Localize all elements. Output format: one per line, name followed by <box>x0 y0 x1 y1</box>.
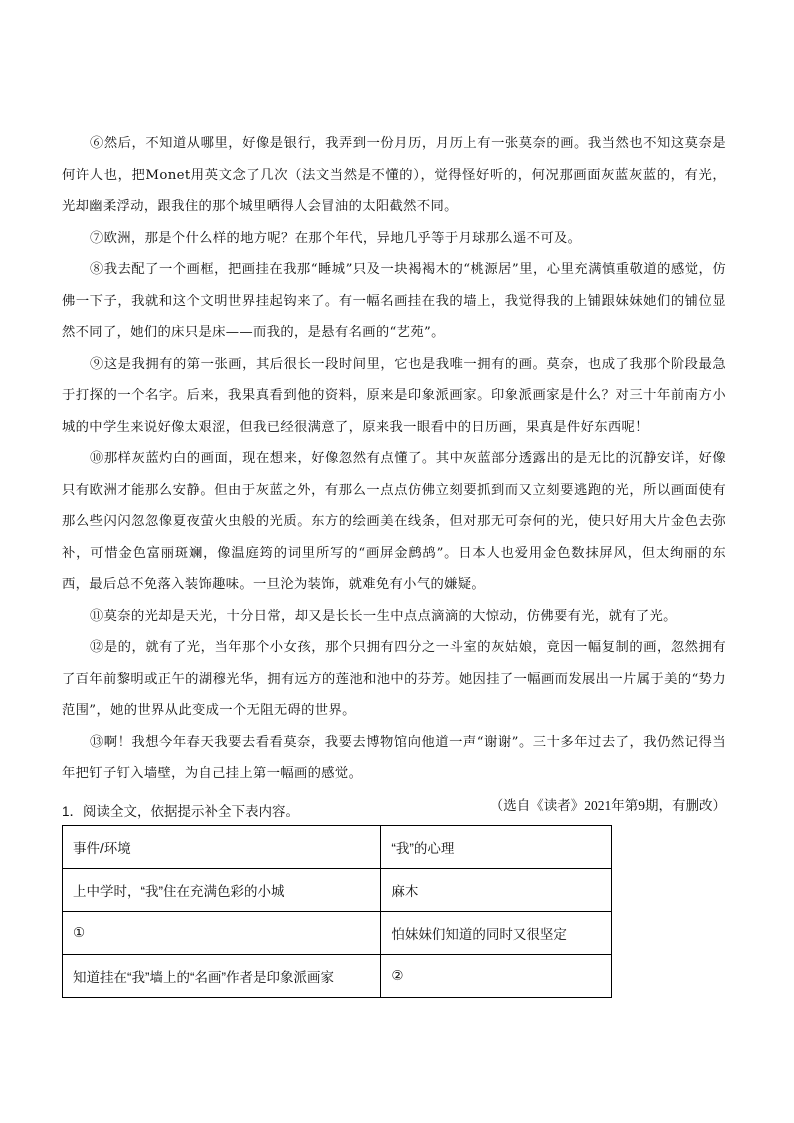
event-cell: 上中学时，“我”住在充满色彩的小城 <box>63 869 381 912</box>
table-row <box>63 955 612 998</box>
paragraph-8: ⑧我去配了一个画框，把画挂在我那“睡城”只及一块褐褐木的“桃源居”里，心里充满慎重敬道的感觉，仿佛一下子，我就和这个文明世界挂起钩来了。有一幅名画挂在我的墙上，我觉得我的上铺跟妹妹她们的铺位显然不同了，她们的床只是床——而我的，是悬有名画的“艺苑”。 <box>62 262 726 340</box>
paragraph-6: ⑥然后，不知道从哪里，好像是银行，我弄到一份月历，月历上有一张莫奈的画。我当然也不知这莫奈是何许人也，把Monet用英文念了几次（法文当然是不懂的），觉得怪好听的，何况那画面灰蓝灰蓝的，有光，光却幽柔浮动，跟我住的那个城里晒得人会冒油的太阳截然不同。 <box>62 136 726 214</box>
paragraph-10: ⑩那样灰蓝灼白的画面，现在想来，好像忽然有点懂了。其中灰蓝部分透露出的是无比的沉静安详，好像只有欧洲才能那么安静。但由于灰蓝之外，有那么一点点仿佛立刻要抓到而又立刻要逃跑的光，所以画面使有那么些闪闪忽忽像夏夜萤火虫般的光质。东方的绘画美在线条，但对那无可奈何的光，使只好用大片金色去弥补，可惜金色富丽斑斓，像温庭筠的词里所写的“画屏金鹧鸪”。日本人也爱用金色数抹屏风，但太绚丽的东西，最后总不免落入装饰趣味。一旦沦为装饰，就难免有小气的嫌疑。 <box>62 451 726 592</box>
paragraph-13: ⑬啊！我想今年春天我要去看看莫奈，我要去博物馆向他道一声“谢谢”。三十多年过去了，我仍然记得当年把钉子钉入墙壁，为自己挂上第一幅画的感觉。 <box>62 734 726 781</box>
reading-passage <box>62 128 726 821</box>
answer-table <box>62 825 612 998</box>
mood-blank-cell[interactable]: ② <box>381 955 612 998</box>
paragraph-11: ⑪莫奈的光却是天光，十分日常，却又是长长一生中点点滴滴的大惊动，仿佛要有光，就有了光。 <box>90 608 677 624</box>
table-header-row <box>63 826 612 869</box>
paragraph-12: ⑫是的，就有了光，当年那个小女孩，那个只拥有四分之一斗室的灰姑娘，竟因一幅复制的画，忽然拥有了百年前黎明或正午的湖穆光华，拥有远方的莲池和池中的芬芳。她因挂了一幅画而发展出一片属于美的“势力范围”，她的世界从此变成一个无阻无碍的世界。 <box>62 640 726 718</box>
table-row <box>63 869 612 912</box>
mood-cell: 麻木 <box>381 869 612 912</box>
paragraph-9: ⑨这是我拥有的第一张画，其后很长一段时间里，它也是我唯一拥有的画。莫奈，也成了我那个阶段最急于打探的一个名字。后来，我果真看到他的资料，原来是印象派画家。印象派画家是什么？对三十年前南方小城的中学生来说好像太艰涩，但我已经很满意了，原来我一眼看中的日历画，果真是件好东西呢！ <box>62 356 726 435</box>
header-event-cell: 事件/环境 <box>63 826 381 869</box>
source-citation: （选自《读者》2021年第9期，有删改） <box>489 797 726 813</box>
paragraph-7: ⑦欧洲，那是个什么样的地方呢？在那个年代，异地几乎等于月球那么遥不可及。 <box>90 230 582 246</box>
header-mood-cell: “我”的心理 <box>381 826 612 869</box>
event-cell: 知道挂在“我”墙上的“名画”作者是印象派画家 <box>63 955 381 998</box>
event-blank-cell[interactable]: ① <box>63 912 381 955</box>
table-row <box>63 912 612 955</box>
question-prompt: 1．阅读全文，依据提示补全下表内容。 <box>62 804 300 819</box>
mood-cell: 怕妹妹们知道的同时又很坚定 <box>381 912 612 955</box>
